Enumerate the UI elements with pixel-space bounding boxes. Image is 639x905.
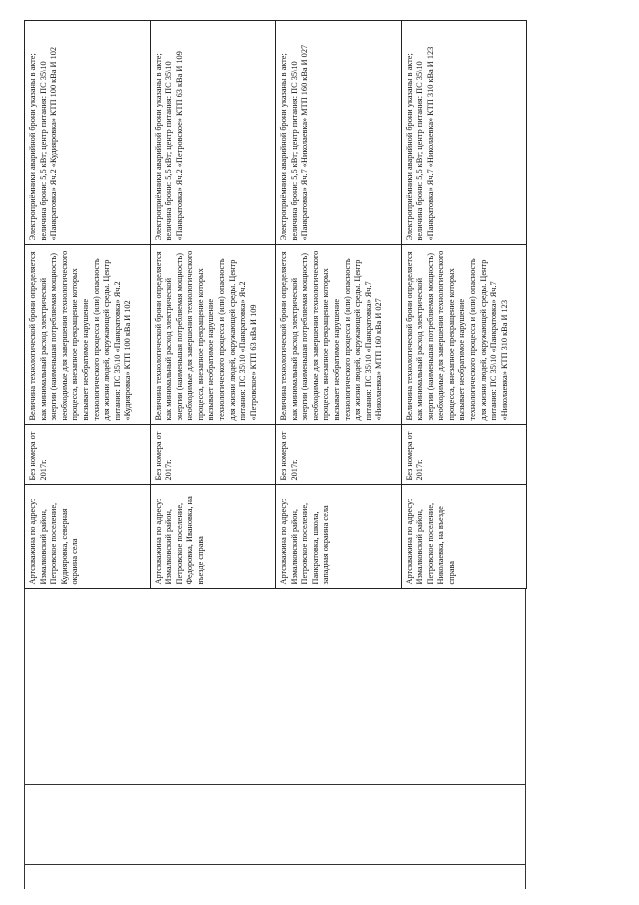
table-row <box>25 21 151 889</box>
address-cell: Артскважина по адресу: Измалковский район, Петровское поселение, Кудияровка, северная окраина села <box>25 485 151 589</box>
table-row <box>150 21 276 889</box>
blank-cell <box>276 589 402 889</box>
table-row <box>401 21 527 889</box>
blank-cell <box>25 589 151 889</box>
address-cell: Артскважина по адресу: Измалковский район, Петровское поселение, Федоровка, Ивановка, на въезде справа <box>150 485 276 589</box>
reserve-table <box>24 21 527 890</box>
rotated-page <box>24 21 527 889</box>
act-cell: Электроприёмники аварийной брони указаны в акте; величина брони: 5,5 кВт; центр питания: ПС 35\10 «Панкратовка» Яч.7 «Николаевка» КТП 310 кВа И 123 <box>401 21 527 245</box>
blank-cell <box>150 589 276 889</box>
rule-line <box>24 784 525 785</box>
act-cell: Электроприёмники аварийной брони указаны в акте; величина брони: 5,5 кВт; центр питания: ПС 35\10 «Панкратовка» Яч.7 «Николаевка» МТП 160 кВа И 027 <box>276 21 402 245</box>
description-cell: Величина технологической брони определяется как минимальный расход электрической энергии (наименьшая потребляемая мощность) необходимые для завершения технологического процесса, внезапное прекращение которых вызывает необратимое нарушение технологического процесса и (или) опасность для жизни людей, окружающей среды. Центр питания: ПС 35\10 «Панкратовка» Яч.2 «Петровское» КТП 63 кВа И 109 <box>150 245 276 425</box>
date-cell: Без номера от 2017г. <box>150 425 276 485</box>
date-cell: Без номера от 2017г. <box>25 425 151 485</box>
date-cell: Без номера от 2017г. <box>276 425 402 485</box>
description-cell: Величина технологической брони определяется как минимальный расход электрической энергии (наименьшая потребляемая мощность) необходимые для завершения технологического процесса, внезапное прекращение которых вызывает необратимое нарушение технологического процесса и (или) опасность для жизни людей, окружающей среды. Центр питания: ПС 35\10 «Панкратовка» Яч.2 «Кудияровка» КТП 100 кВа И 102 <box>25 245 151 425</box>
rule-line <box>24 589 26 889</box>
date-cell: Без номера от 2017г. <box>401 425 527 485</box>
description-cell: Величина технологической брони определяется как минимальный расход электрической энергии (наименьшая потребляемая мощность) необходимые для завершения технологического процесса, внезапное прекращение которых вызывает необратимое нарушение технологического процесса и (или) опасность для жизни людей, окружающей среды. Центр питания: ПС 35\10 «Панкратовка» Яч.7 «Николаевка» МТП 160 кВа И 027 <box>276 245 402 425</box>
address-cell: Артскважина по адресу: Измалковский район, Петровское поселение, Панкратовка, школа, западная окраина села <box>276 485 402 589</box>
description-cell: Величина технологической брони определяется как минимальный расход электрической энергии (наименьшая потребляемая мощность) необходимые для завершения технологического процесса, внезапное прекращение которых вызывает необратимое нарушение технологического процесса и (или) опасность для жизни людей, окружающей среды. Центр питания: ПС 35\10 «Панкратовка» Яч.7 «Николаевка» КТП 310 кВа И 123 <box>401 245 527 425</box>
rule-line <box>525 589 527 889</box>
address-cell: Артскважина по адресу: Измалковский район, Петровское поселение, Николаевка, на въезде справа <box>401 485 527 589</box>
act-cell: Электроприёмники аварийной брони указаны в акте; величина брони: 5,5 кВт; центр питания: ПС 35\10 «Панкратовка» Яч.2 «Кудияровка» КТП 100 кВа И 102 <box>25 21 151 245</box>
rule-line <box>24 864 525 865</box>
blank-cell <box>401 589 527 889</box>
table-row <box>276 21 402 889</box>
act-cell: Электроприёмники аварийной брони указаны в акте; величина брони: 5,5 кВт; центр питания: ПС 35\10 «Панкратовка» Яч.2 «Петровское» КТП 63 кВа И 109 <box>150 21 276 245</box>
